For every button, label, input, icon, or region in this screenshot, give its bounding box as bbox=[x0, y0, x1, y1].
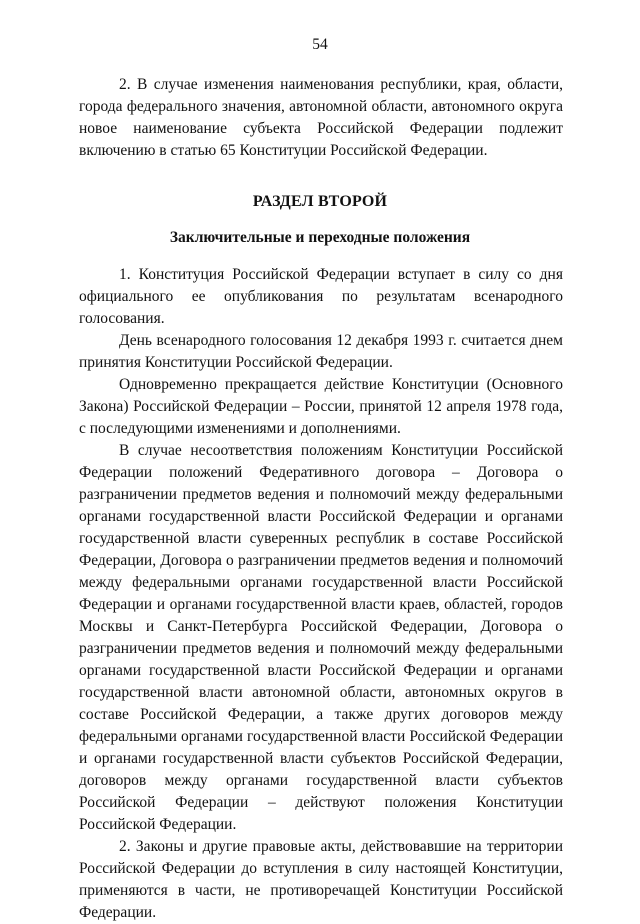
paragraph-article-amendment: 2. В случае изменения наименования республики, края, области, города федерального значения, автономной области, автономного округа новое наименование субъекта Российской Федерации подлежит включению в статью 65 Конституции Российской Федерации. bbox=[79, 76, 563, 159]
page-number: 54 bbox=[312, 36, 328, 53]
paragraph: 2. Законы и другие правовые акты, действовавшие на территории Российской Федерации до вступления в силу настоящей Конституции, применяются в части, не противоречащей Конституции Российской Федерации. bbox=[79, 838, 563, 921]
section-subtitle: Заключительные и переходные положения bbox=[169, 229, 471, 246]
paragraph: 1. Конституция Российской Федерации вступает в силу со дня официального ее опубликования по результатам всенародного голосования. bbox=[79, 266, 563, 327]
paragraph: В случае несоответствия положениям Конституции Российской Федерации положений Федеративного договора – Договора о разграничении предметов ведения и полномочий между федеральными органами государственной власти Российской Федерации и органами государственной власти суверенных республик в составе Российской Федерации, Договора о разграничении предметов ведения и полномочий между федеральными органами государственной власти Российской Федерации и органами государственной власти краев, областей, городов Москвы и Санкт-Петербурга Российской Федерации, Договора о разграничении предметов ведения и полномочий между федеральными органами государственной власти Российской Федерации и органами государственной власти автономной области, автономных округов в составе Российской Федерации, а также других договоров между федеральными органами государственной власти Российской Федерации и органами государственной власти субъектов Российской Федерации, договоров между органами государственной власти субъектов Российской Федерации – действуют положения Конституции Российской Федерации. bbox=[79, 442, 563, 833]
section-title: РАЗДЕЛ ВТОРОЙ bbox=[252, 193, 388, 210]
paragraph: Одновременно прекращается действие Конституции (Основного Закона) Российской Федерации – России, принятой 12 апреля 1978 года, с последующими изменениями и дополнениями. bbox=[79, 376, 563, 437]
main-text-block bbox=[79, 264, 563, 924]
paragraph: День всенародного голосования 12 декабря 1993 г. считается днем принятия Конституции Российской Федерации. bbox=[79, 332, 563, 371]
top-text-block bbox=[79, 74, 563, 162]
